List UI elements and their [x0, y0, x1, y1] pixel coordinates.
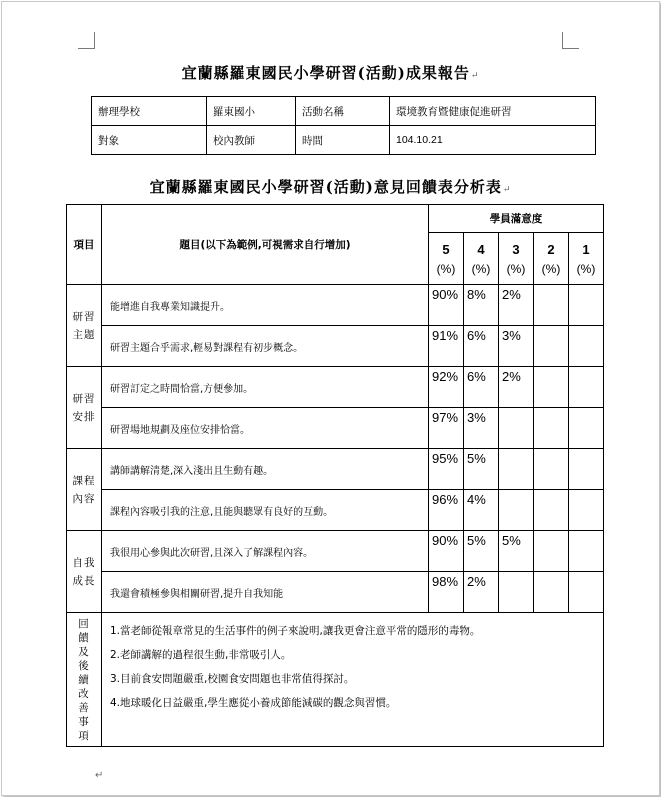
header-question: 題目(以下為範例,可視需求自行增加) [102, 205, 429, 285]
pct-cell [569, 408, 604, 449]
pct-cell [569, 326, 604, 367]
pct-cell: 5% [499, 531, 534, 572]
level-cell: 4 (%) [464, 233, 499, 285]
table-row [67, 285, 604, 326]
pct-cell [499, 572, 534, 613]
info-cell: 環境教育暨健康促進研習 [390, 97, 596, 126]
pct-cell: 95% [429, 449, 464, 490]
pct-cell: 6% [464, 367, 499, 408]
pct-cell: 4% [464, 490, 499, 531]
pct-cell [534, 408, 569, 449]
pct-cell: 90% [429, 285, 464, 326]
feedback-label: 回 饋 及 後 續 改 善 事 項 [67, 613, 102, 747]
pct-cell: 2% [464, 572, 499, 613]
pct-cell: 90% [429, 531, 464, 572]
category-cell: 研習 主題 [67, 285, 102, 367]
pct-cell [569, 490, 604, 531]
pct-cell [499, 408, 534, 449]
pct-cell: 6% [464, 326, 499, 367]
info-cell: 104.10.21 [390, 126, 596, 155]
table-row [67, 326, 604, 367]
level-cell: 5 (%) [429, 233, 464, 285]
info-cell: 時間 [296, 126, 390, 155]
pct-cell: 2% [499, 367, 534, 408]
crop-mark-top-left [78, 32, 95, 49]
pct-cell: 8% [464, 285, 499, 326]
pct-cell [499, 449, 534, 490]
level-cell: 3 (%) [499, 233, 534, 285]
info-cell: 對象 [92, 126, 207, 155]
info-cell: 辦理學校 [92, 97, 207, 126]
table-row [67, 531, 604, 572]
category-cell: 自我 成長 [67, 531, 102, 613]
pct-cell: 5% [464, 531, 499, 572]
pct-cell [534, 367, 569, 408]
info-cell: 羅東國小 [207, 97, 296, 126]
pct-cell [534, 572, 569, 613]
question-cell: 課程內容吸引我的注意,且能與聽眾有良好的互動。 [102, 490, 429, 531]
pct-cell: 5% [464, 449, 499, 490]
category-cell: 研習 安排 [67, 367, 102, 449]
feedback-row [67, 613, 604, 747]
pct-cell: 91% [429, 326, 464, 367]
table-row [67, 449, 604, 490]
info-row [92, 126, 596, 155]
pct-cell: 3% [464, 408, 499, 449]
pct-cell: 98% [429, 572, 464, 613]
table-row [67, 408, 604, 449]
header-item: 項目 [67, 205, 102, 285]
paragraph-mark: ↵ [95, 770, 104, 781]
pct-cell [534, 285, 569, 326]
question-cell: 研習場地規劃及座位安排恰當。 [102, 408, 429, 449]
pct-cell [569, 285, 604, 326]
pct-cell [534, 449, 569, 490]
info-cell: 校內教師 [207, 126, 296, 155]
feedback-content [102, 613, 604, 747]
report-title: 宜蘭縣羅東國民小學研習(活動)成果報告↵ [181, 64, 480, 82]
pct-cell: 97% [429, 408, 464, 449]
pct-cell: 3% [499, 326, 534, 367]
question-cell: 研習主題合乎需求,輕易對課程有初步概念。 [102, 326, 429, 367]
feedback-item: 1.當老師從報章常見的生活事件的例子來說明,讓我更會注意平常的隱形的毒物。 [110, 625, 481, 637]
table-row [67, 490, 604, 531]
pct-cell [569, 449, 604, 490]
pct-cell [534, 326, 569, 367]
question-cell: 我還會積極參與相關研習,提升自我知能 [102, 572, 429, 613]
pct-cell [534, 531, 569, 572]
category-cell: 課程 內容 [67, 449, 102, 531]
table-row [67, 572, 604, 613]
feedback-item: 3.目前食安問題嚴重,校園食安問題也非常值得探討。 [110, 673, 355, 685]
header-row [67, 205, 604, 233]
feedback-item: 4.地球暖化日益嚴重,學生應從小養成節能減碳的觀念與習慣。 [110, 697, 397, 709]
pct-cell [569, 531, 604, 572]
feedback-table [66, 204, 604, 747]
header-satisfaction: 學員滿意度 [429, 205, 604, 233]
pct-cell [569, 572, 604, 613]
pct-cell: 2% [499, 285, 534, 326]
pct-cell: 92% [429, 367, 464, 408]
feedback-item: 2.老師講解的過程很生動,非常吸引人。 [110, 649, 292, 661]
info-cell: 活動名稱 [296, 97, 390, 126]
pct-cell: 96% [429, 490, 464, 531]
question-cell: 我很用心參與此次研習,且深入了解課程內容。 [102, 531, 429, 572]
feedback-title: 宜蘭縣羅東國民小學研習(活動)意見回饋表分析表↵ [149, 178, 512, 196]
question-cell: 講師講解清楚,深入淺出且生動有趣。 [102, 449, 429, 490]
question-cell: 能增進自我專業知識提升。 [102, 285, 429, 326]
pct-cell [569, 367, 604, 408]
level-cell: 1 (%) [569, 233, 604, 285]
pct-cell [499, 490, 534, 531]
info-row [92, 97, 596, 126]
table-row [67, 367, 604, 408]
info-table [91, 96, 596, 155]
crop-mark-top-right [562, 32, 579, 49]
level-cell: 2 (%) [534, 233, 569, 285]
question-cell: 研習訂定之時間恰當,方便參加。 [102, 367, 429, 408]
pct-cell [534, 490, 569, 531]
